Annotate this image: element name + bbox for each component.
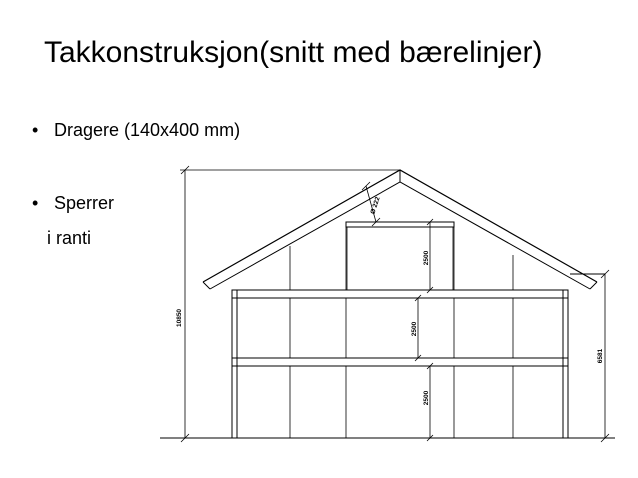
collar-beam (346, 222, 454, 227)
middle-floor-studs (290, 298, 513, 358)
slide-title: Takkonstruksjon(snitt med bærelinjer) (44, 36, 543, 69)
label-upper-floor: 2500 (423, 250, 430, 266)
label-rafter: Ø 222 (369, 196, 382, 216)
bullet-text: Dragere (140x400 mm) (54, 120, 241, 140)
attic-studs (290, 227, 513, 290)
bullet-marker: • (32, 120, 39, 140)
floor-beams (232, 290, 568, 366)
walls (232, 290, 568, 438)
roof (203, 170, 605, 289)
label-total-height: 10850 (176, 308, 183, 328)
ground-floor-studs (290, 366, 513, 438)
label-wall-height: 6581 (597, 348, 604, 364)
bullet-text: Sperrer (54, 193, 115, 213)
bullet-continuation: i ranti (47, 228, 92, 248)
label-ground-floor: 2500 (423, 390, 430, 406)
bullet-marker: • (32, 193, 39, 213)
label-middle-floor: 2500 (411, 321, 418, 337)
